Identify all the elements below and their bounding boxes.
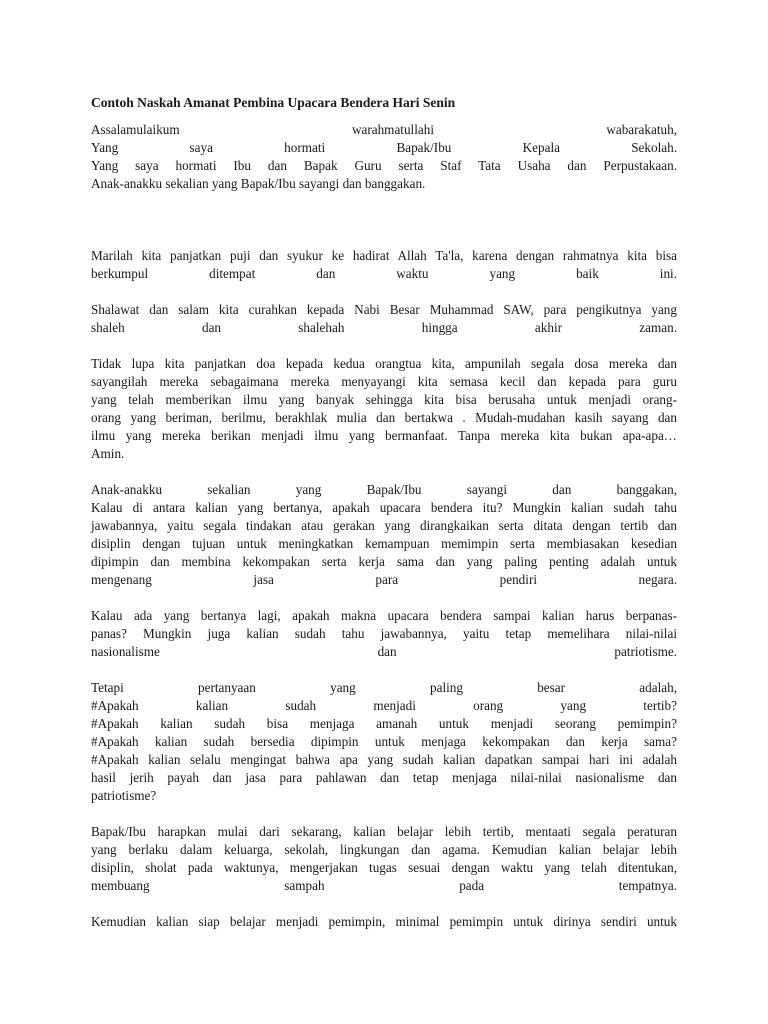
- paragraph: [91, 247, 677, 283]
- text-line: hasil jerih payah dan jasa para pahlawan dan tetap menjaga nilai-nilai nasionalisme dan: [91, 770, 677, 785]
- paragraph: [91, 823, 677, 895]
- text-line: Anak-anakku sekalian yang Bapak/Ibu sayangi dan banggakan.: [91, 176, 426, 191]
- text-line: Marilah kita panjatkan puji dan syukur ke hadirat Allah Ta'la, karena dengan rahmatnya kita bisa: [91, 248, 677, 263]
- text-line: #Apakah kalian selalu mengingat bahwa apa yang sudah kalian dapatkan sampai hari ini adalah: [91, 752, 677, 767]
- text-line: berkumpul ditempat dan waktu yang baik ini.: [91, 266, 677, 281]
- text-line: sayangilah mereka sebagaimana mereka menyayangi kita semasa kecil dan kepada para guru: [91, 374, 677, 389]
- text-line: shaleh dan shalehah hingga akhir zaman.: [91, 320, 677, 335]
- text-line: panas? Mungkin juga kalian sudah tahu jawabannya, yaitu tetap memelihara nilai-nilai: [91, 626, 677, 641]
- text-line: #Apakah kalian sudah menjadi orang yang tertib?: [91, 698, 677, 713]
- text-line: orang yang beriman, berilmu, berakhlak mulia dan bertakwa . Mudah-mudahan kasih sayang dan: [91, 410, 677, 425]
- text-line: disiplin dengan tujuan untuk meningkatkan kemampuan memimpin serta membiasakan kesedian: [91, 536, 677, 551]
- paragraph: [91, 913, 677, 931]
- text-line: Assalamulaikum warahmatullahi wabarakatuh,: [91, 122, 677, 137]
- text-line: yang telah memberikan ilmu yang banyak sehingga kita bisa berusaha untuk menjadi orang-: [91, 392, 677, 407]
- text-line: Kemudian kalian siap belajar menjadi pemimpin, minimal pemimpin untuk dirinya sendiri untuk: [91, 914, 677, 929]
- document-body: [91, 121, 677, 931]
- text-line: mengenang jasa para pendiri negara.: [91, 572, 677, 587]
- paragraph: [91, 355, 677, 463]
- text-line: disiplin, sholat pada waktunya, mengerjakan tugas sesuai dengan waktu yang telah ditentukan,: [91, 860, 677, 875]
- text-line: yang berlaku dalam keluarga, sekolah, lingkungan dan agama. Kemudian kalian belajar lebih: [91, 842, 677, 857]
- text-line: Yang saya hormati Bapak/Ibu Kepala Sekolah.: [91, 140, 677, 155]
- text-line: jawabannya, yaitu segala tindakan atau gerakan yang dirangkaikan serta ditata dengan tertib dan: [91, 518, 677, 533]
- text-line: Tetapi pertanyaan yang paling besar adalah,: [91, 680, 677, 695]
- paragraph: [91, 607, 677, 661]
- document-title: Contoh Naskah Amanat Pembina Upacara Bendera Hari Senin: [91, 95, 456, 110]
- text-line: Tidak lupa kita panjatkan doa kepada kedua orangtua kita, ampunilah segala dosa mereka dan: [91, 356, 677, 371]
- document-page: [91, 94, 677, 949]
- text-line: #Apakah kalian sudah bersedia dipimpin untuk menjaga kekompakan dan kerja sama?: [91, 734, 677, 749]
- text-line: ilmu yang mereka berikan menjadi ilmu yang bermanfaat. Tanpa mereka kita bukan apa-apa…: [91, 428, 677, 443]
- text-line: Shalawat dan salam kita curahkan kepada Nabi Besar Muhammad SAW, para pengikutnya yang: [91, 302, 677, 317]
- text-line: nasionalisme dan patriotisme.: [91, 644, 677, 659]
- text-line: Kalau ada yang bertanya lagi, apakah makna upacara bendera sampai kalian harus berpanas-: [91, 608, 677, 623]
- paragraph: [91, 121, 677, 193]
- text-line: Anak-anakku sekalian yang Bapak/Ibu sayangi dan banggakan,: [91, 482, 677, 497]
- text-line: Kalau di antara kalian yang bertanya, apakah upacara bendera itu? Mungkin kalian sudah tahu: [91, 500, 677, 515]
- text-line: Amin.: [91, 446, 125, 461]
- paragraph: [91, 679, 677, 805]
- paragraph: [91, 301, 677, 337]
- text-line: dipimpin dan membina kekompakan serta kerja sama dan yang paling penting adalah untuk: [91, 554, 677, 569]
- text-line: patriotisme?: [91, 788, 157, 803]
- text-line: #Apakah kalian sudah bisa menjaga amanah untuk menjadi seorang pemimpin?: [91, 716, 677, 731]
- text-line: Yang saya hormati Ibu dan Bapak Guru serta Staf Tata Usaha dan Perpustakaan.: [91, 158, 677, 173]
- paragraph: [91, 481, 677, 589]
- text-line: Bapak/Ibu harapkan mulai dari sekarang, kalian belajar lebih tertib, mentaati segala peraturan: [91, 824, 677, 839]
- text-line: membuang sampah pada tempatnya.: [91, 878, 677, 893]
